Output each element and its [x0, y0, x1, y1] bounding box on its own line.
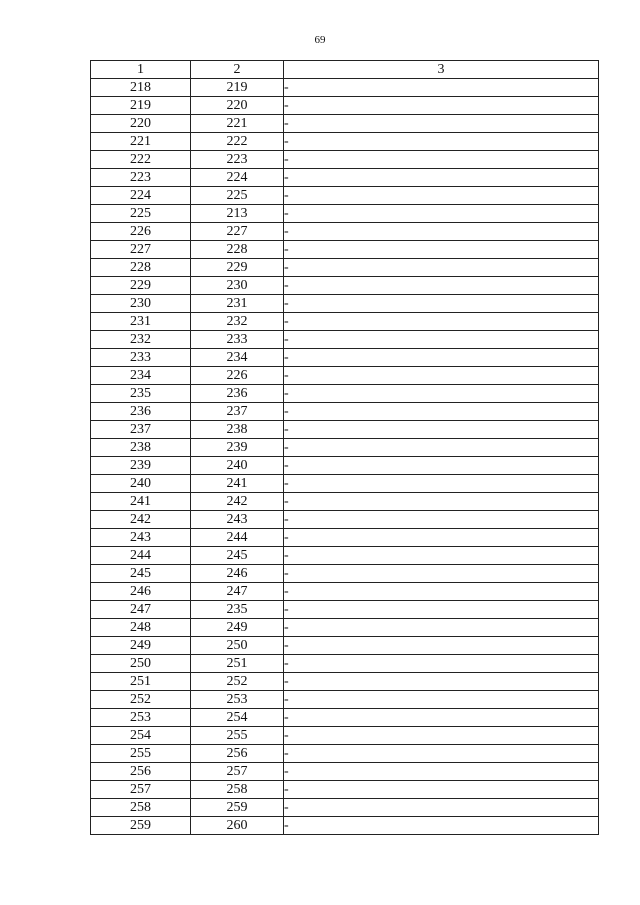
col3-cell: -: [284, 493, 599, 511]
col1-cell: 230: [91, 295, 191, 313]
col1-cell: 251: [91, 673, 191, 691]
col2-cell: 224: [191, 169, 284, 187]
col3-cell: -: [284, 691, 599, 709]
col3-cell: -: [284, 799, 599, 817]
col1-cell: 256: [91, 763, 191, 781]
col3-cell: -: [284, 781, 599, 799]
col1-cell: 252: [91, 691, 191, 709]
col3-cell: -: [284, 277, 599, 295]
col1-cell: 232: [91, 331, 191, 349]
col3-cell: -: [284, 313, 599, 331]
table-row: [91, 439, 599, 457]
data-table: [90, 60, 599, 835]
col1-cell: 231: [91, 313, 191, 331]
col2-cell: 244: [191, 529, 284, 547]
col3-cell: -: [284, 745, 599, 763]
col2-cell: 251: [191, 655, 284, 673]
col3-cell: -: [284, 151, 599, 169]
col3-cell: -: [284, 817, 599, 835]
table-row: [91, 655, 599, 673]
col3-cell: -: [284, 259, 599, 277]
col2-cell: 246: [191, 565, 284, 583]
col1-cell: 244: [91, 547, 191, 565]
col1-cell: 218: [91, 79, 191, 97]
table-row: [91, 781, 599, 799]
col3-cell: -: [284, 457, 599, 475]
col2-cell: 238: [191, 421, 284, 439]
col2-cell: 255: [191, 727, 284, 745]
table-row: [91, 583, 599, 601]
col3-cell: -: [284, 97, 599, 115]
col1-cell: 255: [91, 745, 191, 763]
col1-cell: 248: [91, 619, 191, 637]
col3-cell: -: [284, 565, 599, 583]
col1-cell: 233: [91, 349, 191, 367]
col2-cell: 260: [191, 817, 284, 835]
col2-cell: 241: [191, 475, 284, 493]
page-number: 69: [314, 34, 326, 46]
table-row: [91, 403, 599, 421]
col3-cell: -: [284, 367, 599, 385]
col2-cell: 223: [191, 151, 284, 169]
table-row: [91, 295, 599, 313]
col1-cell: 258: [91, 799, 191, 817]
col1-cell: 247: [91, 601, 191, 619]
table-row: [91, 385, 599, 403]
col1-cell: 249: [91, 637, 191, 655]
table-row: [91, 187, 599, 205]
col1-cell: 221: [91, 133, 191, 151]
col2-cell: 225: [191, 187, 284, 205]
table-row: [91, 709, 599, 727]
col3-cell: -: [284, 331, 599, 349]
col2-cell: 256: [191, 745, 284, 763]
col1-cell: 224: [91, 187, 191, 205]
col1-cell: 253: [91, 709, 191, 727]
col3-cell: -: [284, 295, 599, 313]
col1-cell: 240: [91, 475, 191, 493]
col3-cell: -: [284, 637, 599, 655]
col2-cell: 249: [191, 619, 284, 637]
table-row: [91, 367, 599, 385]
table-row: [91, 601, 599, 619]
col1-cell: 259: [91, 817, 191, 835]
table-row: [91, 673, 599, 691]
col1-cell: 241: [91, 493, 191, 511]
col1-cell: 226: [91, 223, 191, 241]
col2-cell: 259: [191, 799, 284, 817]
table-row: [91, 565, 599, 583]
table-row: [91, 241, 599, 259]
table-row: [91, 637, 599, 655]
table-row: [91, 97, 599, 115]
col1-cell: 254: [91, 727, 191, 745]
col1-cell: 246: [91, 583, 191, 601]
col3-cell: -: [284, 727, 599, 745]
col2-cell: 222: [191, 133, 284, 151]
col3-cell: -: [284, 439, 599, 457]
col2-cell: 236: [191, 385, 284, 403]
table-row: [91, 223, 599, 241]
table-row: [91, 313, 599, 331]
col1-cell: 238: [91, 439, 191, 457]
table-row: [91, 169, 599, 187]
col1-cell: 222: [91, 151, 191, 169]
col2-cell: 242: [191, 493, 284, 511]
table-row: [91, 529, 599, 547]
col1-cell: 227: [91, 241, 191, 259]
col1-cell: 245: [91, 565, 191, 583]
col2-cell: 233: [191, 331, 284, 349]
table-row: [91, 475, 599, 493]
col1-cell: 243: [91, 529, 191, 547]
col3-cell: -: [284, 673, 599, 691]
table-row: [91, 277, 599, 295]
table-row: [91, 547, 599, 565]
col2-cell: 234: [191, 349, 284, 367]
col3-cell: -: [284, 385, 599, 403]
col1-cell: 250: [91, 655, 191, 673]
col2-cell: 221: [191, 115, 284, 133]
col1-cell: 234: [91, 367, 191, 385]
col2-cell: 237: [191, 403, 284, 421]
column-header-2: 2: [191, 61, 284, 79]
col1-cell: 229: [91, 277, 191, 295]
col3-cell: -: [284, 421, 599, 439]
col3-cell: -: [284, 547, 599, 565]
col3-cell: -: [284, 601, 599, 619]
col1-cell: 239: [91, 457, 191, 475]
col2-cell: 226: [191, 367, 284, 385]
col2-cell: 240: [191, 457, 284, 475]
col1-cell: 236: [91, 403, 191, 421]
col3-cell: -: [284, 709, 599, 727]
table-row: [91, 763, 599, 781]
col1-cell: 228: [91, 259, 191, 277]
col2-cell: 229: [191, 259, 284, 277]
col3-cell: -: [284, 115, 599, 133]
col1-cell: 237: [91, 421, 191, 439]
col3-cell: -: [284, 205, 599, 223]
col2-cell: 245: [191, 547, 284, 565]
col2-cell: 232: [191, 313, 284, 331]
col2-cell: 228: [191, 241, 284, 259]
table-row: [91, 421, 599, 439]
col1-cell: 257: [91, 781, 191, 799]
col3-cell: -: [284, 241, 599, 259]
col3-cell: -: [284, 223, 599, 241]
col1-cell: 235: [91, 385, 191, 403]
col2-cell: 219: [191, 79, 284, 97]
table-row: [91, 349, 599, 367]
col1-cell: 225: [91, 205, 191, 223]
col3-cell: -: [284, 529, 599, 547]
col3-cell: -: [284, 133, 599, 151]
col2-cell: 227: [191, 223, 284, 241]
col3-cell: -: [284, 349, 599, 367]
table-row: [91, 817, 599, 835]
col2-cell: 235: [191, 601, 284, 619]
table-row: [91, 799, 599, 817]
table-body: [91, 79, 599, 835]
table-row: [91, 205, 599, 223]
col2-cell: 257: [191, 763, 284, 781]
col1-cell: 242: [91, 511, 191, 529]
column-header-3: 3: [284, 61, 599, 79]
col1-cell: 219: [91, 97, 191, 115]
table-row: [91, 619, 599, 637]
col2-cell: 250: [191, 637, 284, 655]
table-header: [91, 61, 599, 79]
table-row: [91, 745, 599, 763]
col2-cell: 254: [191, 709, 284, 727]
col3-cell: -: [284, 475, 599, 493]
header-row: [91, 61, 599, 79]
col2-cell: 230: [191, 277, 284, 295]
col3-cell: -: [284, 403, 599, 421]
col1-cell: 223: [91, 169, 191, 187]
table-row: [91, 493, 599, 511]
col3-cell: -: [284, 655, 599, 673]
table-row: [91, 457, 599, 475]
col3-cell: -: [284, 511, 599, 529]
col2-cell: 258: [191, 781, 284, 799]
col1-cell: 220: [91, 115, 191, 133]
table-row: [91, 115, 599, 133]
col2-cell: 247: [191, 583, 284, 601]
column-header-1: 1: [91, 61, 191, 79]
table-row: [91, 691, 599, 709]
table-row: [91, 259, 599, 277]
table-row: [91, 151, 599, 169]
col3-cell: -: [284, 583, 599, 601]
col2-cell: 231: [191, 295, 284, 313]
table-row: [91, 133, 599, 151]
col2-cell: 220: [191, 97, 284, 115]
table-row: [91, 79, 599, 97]
table-row: [91, 511, 599, 529]
col2-cell: 239: [191, 439, 284, 457]
col2-cell: 252: [191, 673, 284, 691]
col3-cell: -: [284, 187, 599, 205]
col2-cell: 253: [191, 691, 284, 709]
col3-cell: -: [284, 169, 599, 187]
col3-cell: -: [284, 619, 599, 637]
col2-cell: 213: [191, 205, 284, 223]
col2-cell: 243: [191, 511, 284, 529]
table-row: [91, 331, 599, 349]
col3-cell: -: [284, 763, 599, 781]
col3-cell: -: [284, 79, 599, 97]
table-row: [91, 727, 599, 745]
